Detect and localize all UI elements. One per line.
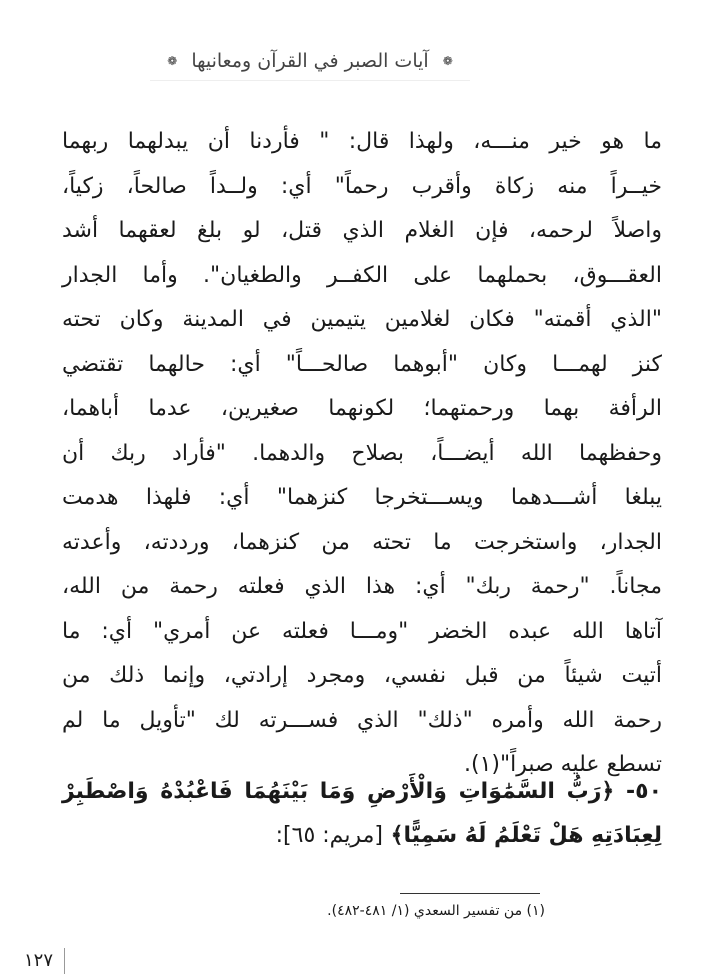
quran-verse <box>62 770 662 858</box>
text-line: تسطع عليه صبراً"(١). <box>463 752 662 777</box>
text-line: كنز لهمـــا وكان "أبوهما صالحـــاً" أي: حالهما تقتضي <box>62 351 662 377</box>
text-line: الرأفة بهما ورحمتهما؛ لكونهما صغيرين، عدما أباهما، <box>62 396 662 421</box>
footnote: (١) من تفسير السعدي (١/ ٤٨١-٤٨٢). <box>327 903 545 919</box>
text-line: رحمة الله وأمره "ذلك" الذي فســـرته لك "تأويل ما لم <box>62 707 662 733</box>
text-line: يبلغا أشـــدهما ويســـتخرجا كنزهما" أي: فلهذا هدمت <box>62 485 662 510</box>
flower-ornament-icon: ❁ <box>442 54 453 68</box>
running-header <box>150 44 470 78</box>
text-line: الجدار، واستخرجت ما تحته من كنزهما، ورددته، وأعدته <box>62 529 662 555</box>
verse-line: ٥٠- ﴿رَبُّ السَّمَٰوَاتِ وَالْأَرْضِ وَمَا بَيْنَهُمَا فَاعْبُدْهُ وَاصْطَبِرْ <box>62 779 662 804</box>
text-line: ما هو خير منـــه، ولهذا قال: " فأردنا أن يبدلهما ربهما <box>62 129 662 154</box>
verse-text: لِعِبَادَتِهِ هَلْ تَعْلَمُ لَهُ سَمِيًّا﴾ <box>390 823 662 848</box>
text-line: العقـــوق، بحملهما على الكفــر والطغيان". وأما الجدار <box>62 262 662 288</box>
verse-reference: [مريم: ٦٥]: <box>275 823 383 848</box>
text-line: "الذي أقمته" فكان لغلامين يتيمين في المدينة وكان تحته <box>62 307 662 332</box>
text-line: واصلاً لرحمه، فإن الغلام الذي قتل، لو بلغ لعقهما أشد <box>62 218 662 243</box>
footnote-divider <box>400 893 540 894</box>
verse-line-2 <box>62 814 662 858</box>
text-line: آتاها الله عبده الخضر "ومـــا فعلته عن أمري" أي: ما <box>62 618 662 644</box>
body-paragraph <box>62 120 662 788</box>
page-number-divider <box>64 948 65 974</box>
text-line: وحفظهما الله أيضـــاً، بصلاح والدهما. "فأراد ربك أن <box>62 440 662 466</box>
header-divider <box>150 80 470 81</box>
header-title: آيات الصبر في القرآن ومعانيها <box>191 50 429 72</box>
text-line: مجاناً. "رحمة ربك" أي: هذا الذي فعلته رحمة من الله، <box>62 574 662 599</box>
page-number: ١٢٧ <box>24 950 54 971</box>
flower-ornament-icon: ❁ <box>167 54 178 68</box>
text-line: خيــراً منه زكاة وأقرب رحماً" أي: ولــداً صالحاً، زكياً، <box>62 173 662 199</box>
text-line: أتيت شيئاً من قبل نفسي، ومجرد إرادتي، وإنما ذلك من <box>62 663 662 688</box>
